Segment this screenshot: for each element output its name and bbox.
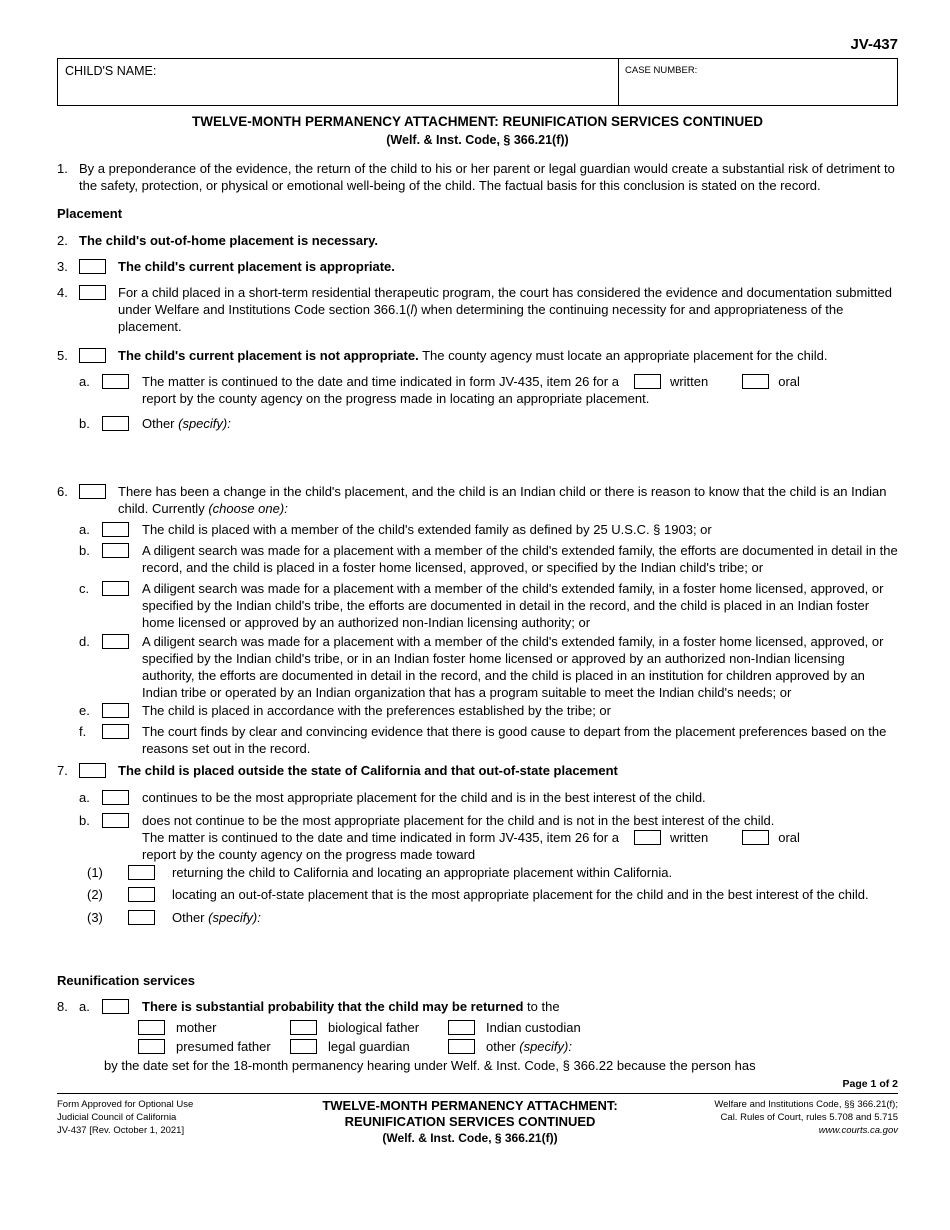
item-7b-oral-label: oral <box>778 830 800 845</box>
item-7b2-text: locating an out-of-state placement that is the most appropriate placement for the child and in the best interest of the child. <box>172 887 869 902</box>
item-7a-text: continues to be the most appropriate placement for the child and is in the best interest of the child. <box>142 790 706 805</box>
item-6b-letter: b. <box>79 543 90 558</box>
item-7b3-text: Other (specify): <box>172 910 261 925</box>
item-7b <box>79 812 898 863</box>
item-4-number: 4. <box>57 285 68 300</box>
item-6-number: 6. <box>57 484 68 499</box>
footer-rules-line: Cal. Rules of Court, rules 5.708 and 5.715 <box>720 1112 898 1123</box>
childs-name-field[interactable] <box>58 59 619 105</box>
item-8a-options-row-2 <box>138 1038 898 1056</box>
option-legal-guardian <box>290 1038 448 1056</box>
item-7b3 <box>87 909 898 929</box>
biological-father-checkbox[interactable] <box>290 1020 317 1035</box>
footer-divider <box>57 1093 898 1094</box>
legal-guardian-checkbox[interactable] <box>290 1039 317 1054</box>
item-8-number: 8. <box>57 999 68 1014</box>
item-5b-checkbox[interactable] <box>102 416 129 431</box>
item-7b1-text: returning the child to California and locating an appropriate placement within California. <box>172 865 673 880</box>
option-other <box>448 1038 572 1056</box>
item-7b1-label: (1) <box>87 865 103 880</box>
item-7a-letter: a. <box>79 790 90 805</box>
item-7a <box>79 789 898 809</box>
item-5-number: 5. <box>57 348 68 363</box>
indian-custodian-checkbox[interactable] <box>448 1020 475 1035</box>
item-6 <box>57 483 898 517</box>
item-6c-letter: c. <box>79 581 90 596</box>
form-footer <box>57 1098 898 1146</box>
footer-approval-block <box>57 1098 267 1146</box>
biological-father-label: biological father <box>328 1020 420 1035</box>
item-7-checkbox[interactable] <box>79 763 106 778</box>
footer-title-line1: TWELVE-MONTH PERMANENCY ATTACHMENT: <box>322 1098 618 1113</box>
footer-council-line: Judicial Council of California <box>57 1112 177 1123</box>
item-7b3-label: (3) <box>87 910 103 925</box>
item-6e-letter: e. <box>79 703 90 718</box>
item-6-checkbox[interactable] <box>79 484 106 499</box>
page-number: Page 1 of 2 <box>842 1078 898 1090</box>
item-8a-checkbox[interactable] <box>102 999 129 1014</box>
item-3-text: The child's current placement is appropriate. <box>118 259 395 274</box>
item-4-text: For a child placed in a short-term residential therapeutic program, the court has considered the evidence and documentation submitted under Welfare and Institutions Code section 366.1(l) when determining the continuing necessity for and appropriateness of the placement. <box>118 285 892 334</box>
item-2 <box>57 232 898 249</box>
item-1-text: By a preponderance of the evidence, the return of the child to his or her parent or legal guardian would create a substantial risk of detriment to the safety, protection, or physical or emotional well-being of the child. The factual basis for this conclusion is stated on the record. <box>79 161 895 193</box>
item-6f-text: The court finds by clear and convincing evidence that there is good cause to depart from the placement preferences based on the reasons set out in the record. <box>142 724 887 756</box>
item-7b1 <box>87 864 898 884</box>
item-6b-checkbox[interactable] <box>102 543 129 558</box>
footer-approval-line: Form Approved for Optional Use <box>57 1099 194 1110</box>
item-7-text: The child is placed outside the state of California and that out-of-state placement <box>118 763 618 778</box>
item-7b2-checkbox[interactable] <box>128 887 155 902</box>
item-4-italic-l: l <box>410 302 414 317</box>
item-5a-letter: a. <box>79 374 90 389</box>
item-5-text: The child's current placement is not appropriate. The county agency must locate an appropriate placement for the child. <box>118 348 828 363</box>
item-6f-checkbox[interactable] <box>102 724 129 739</box>
form-subtitle: (Welf. & Inst. Code, § 366.21(f)) <box>386 133 569 147</box>
item-8a-closing-text: by the date set for the 18-month permanency hearing under Welf. & Inst. Code, § 366.22 because the person has <box>104 1058 756 1073</box>
footer-website-link[interactable]: www.courts.ca.gov <box>818 1125 898 1136</box>
option-mother <box>138 1019 290 1037</box>
item-6f <box>79 723 898 757</box>
item-3-checkbox[interactable] <box>79 259 106 274</box>
item-5b <box>79 415 898 435</box>
option-presumed-father <box>138 1038 290 1056</box>
item-8a-options-row-1 <box>138 1019 898 1037</box>
item-5b-text: Other (specify): <box>142 416 231 431</box>
item-5a-oral-label: oral <box>778 374 800 389</box>
form-title: TWELVE-MONTH PERMANENCY ATTACHMENT: REUNIFICATION SERVICES CONTINUED <box>191 114 763 129</box>
footer-title-line3: (Welf. & Inst. Code, § 366.21(f)) <box>382 1131 558 1145</box>
other-label: other (specify): <box>486 1039 572 1054</box>
item-6c <box>79 580 898 631</box>
item-3 <box>57 258 898 278</box>
legal-guardian-label: legal guardian <box>328 1039 410 1054</box>
footer-title-line2: REUNIFICATION SERVICES CONTINUED <box>344 1114 596 1129</box>
item-6d-letter: d. <box>79 634 90 649</box>
case-number-field[interactable] <box>619 59 897 105</box>
item-6-text: There has been a change in the child's placement, and the child is an Indian child or there is reason to know that the child is an Indian child. Currently (choose one): <box>118 484 887 516</box>
item-7b-letter: b. <box>79 813 90 828</box>
item-7 <box>57 762 898 782</box>
item-6d <box>79 633 898 701</box>
item-5a <box>79 373 898 407</box>
item-6c-text: A diligent search was made for a placement with a member of the child's extended family, in a foster home licensed, approved, or specified by the Indian child's tribe, the efforts are documented in detail in the record, and the child is placed in an Indian foster home licensed or approved by an authorized non-Indian licensing authority; or <box>142 581 884 630</box>
footer-code-line: Welfare and Institutions Code, §§ 366.21(f); <box>714 1099 898 1110</box>
item-6d-text: A diligent search was made for a placement with a member of the child's extended family, in a foster home licensed, approved, or specified by the Indian child's tribe, or in an Indian foster home licensed or approved by an authorized non-Indian licensing authority, the efforts are documented in detail in the record, and the child is placed in an institution for children approved by an Indian tribe or operated by an Indian organization that has a program suitable to meet the Indian child's needs; or <box>142 634 884 700</box>
item-6a-checkbox[interactable] <box>102 522 129 537</box>
item-2-text: The child's out-of-home placement is necessary. <box>79 233 379 248</box>
item-5a-text-line2: report by the county agency on the progress made in locating an appropriate placement. <box>142 391 650 406</box>
item-6f-letter: f. <box>79 724 87 739</box>
childs-name-label: CHILD'S NAME: <box>65 64 157 78</box>
item-6e <box>79 702 898 722</box>
mother-label: mother <box>176 1020 217 1035</box>
item-7b-checkbox[interactable] <box>102 813 129 828</box>
presumed-father-checkbox[interactable] <box>138 1039 165 1054</box>
item-8a <box>57 998 898 1018</box>
item-6e-text: The child is placed in accordance with the preferences established by the tribe; or <box>142 703 611 718</box>
item-6c-checkbox[interactable] <box>102 581 129 596</box>
item-7b-written-checkbox[interactable] <box>634 830 661 845</box>
item-7a-checkbox[interactable] <box>102 790 129 805</box>
item-7-number: 7. <box>57 763 68 778</box>
item-7b1-checkbox[interactable] <box>128 865 155 880</box>
item-7b2 <box>87 886 898 906</box>
item-6b <box>79 542 898 576</box>
item-7b2-label: (2) <box>87 887 103 902</box>
form-number: JV-437 <box>850 36 898 53</box>
item-6a <box>79 521 898 541</box>
footer-title-block <box>267 1098 673 1146</box>
item-6a-letter: a. <box>79 522 90 537</box>
item-2-number: 2. <box>57 233 68 248</box>
item-8a-text: There is substantial probability that the child may be returned to the <box>142 999 560 1014</box>
footer-revision-line: JV-437 [Rev. October 1, 2021] <box>57 1125 185 1136</box>
other-checkbox[interactable] <box>448 1039 475 1054</box>
item-6d-checkbox[interactable] <box>102 634 129 649</box>
item-1-number: 1. <box>57 161 68 176</box>
caption-box <box>57 58 898 106</box>
item-7b-text: does not continue to be the most appropriate placement for the child and is not in the best interest of the child. The matter is continued to the date and time indicated in form JV-435, item 26 for a written oral report by the county agency on the progress made toward <box>142 813 800 862</box>
mother-checkbox[interactable] <box>138 1020 165 1035</box>
item-8a-letter: a. <box>79 999 90 1014</box>
indian-custodian-label: Indian custodian <box>486 1020 581 1035</box>
item-4 <box>57 284 898 335</box>
item-5b-letter: b. <box>79 416 90 431</box>
item-5a-text: The matter is continued to the date and time indicated in form JV-435, item 26 for a written oral report by the county agency on the progress made in locating an appropriate placement. <box>142 373 898 407</box>
option-biological-father <box>290 1019 448 1037</box>
item-6e-checkbox[interactable] <box>102 703 129 718</box>
item-5a-oral-checkbox[interactable] <box>742 374 769 389</box>
presumed-father-label: presumed father <box>176 1039 271 1054</box>
item-5a-checkbox[interactable] <box>102 374 129 389</box>
item-5 <box>57 347 898 367</box>
footer-citation-block <box>673 1098 898 1146</box>
item-5-checkbox[interactable] <box>79 348 106 363</box>
placement-heading: Placement <box>57 206 123 221</box>
reunification-heading: Reunification services <box>57 973 195 988</box>
case-number-label: CASE NUMBER: <box>625 65 698 76</box>
item-5a-written-checkbox[interactable] <box>634 374 661 389</box>
item-7b-written-label: written <box>669 830 709 845</box>
item-6b-text: A diligent search was made for a placement with a member of the child's extended family, the efforts are documented in detail in the record, and the child is placed in a foster home licensed, approved, or specified by the Indian child's tribe; or <box>142 543 898 575</box>
item-1 <box>57 160 898 194</box>
item-7b-oral-checkbox[interactable] <box>742 830 769 845</box>
item-7b3-checkbox[interactable] <box>128 910 155 925</box>
option-indian-custodian <box>448 1019 581 1037</box>
item-6a-text: The child is placed with a member of the child's extended family as defined by 25 U.S.C. § 1903; or <box>142 522 712 537</box>
item-5a-written-label: written <box>669 374 709 389</box>
item-3-number: 3. <box>57 259 68 274</box>
item-4-checkbox[interactable] <box>79 285 106 300</box>
